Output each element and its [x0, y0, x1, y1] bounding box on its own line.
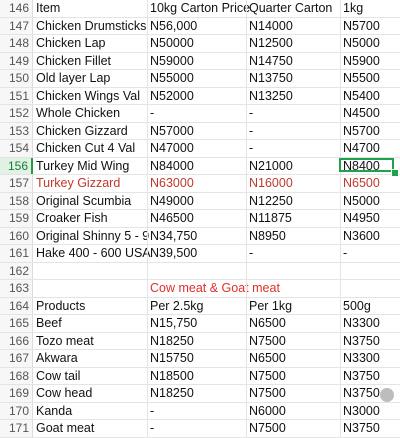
cell-price-c-selected[interactable]: N8400: [340, 158, 400, 175]
cell-item[interactable]: Products: [36, 298, 86, 313]
cell-price-c[interactable]: -: [340, 245, 400, 262]
cell-price-a[interactable]: N15750: [147, 350, 248, 367]
selection-box[interactable]: [339, 158, 394, 172]
cell-item[interactable]: Cow head: [36, 386, 93, 400]
table-row: [0, 228, 400, 246]
row-number[interactable]: 163: [0, 280, 33, 297]
cell-price-b[interactable]: N13750: [246, 70, 342, 87]
cell-item[interactable]: Turkey Mid Wing: [36, 158, 130, 173]
cell-item[interactable]: Whole Chicken: [36, 106, 121, 120]
cell-item[interactable]: Akwara: [36, 351, 78, 365]
cell-price-c[interactable]: [340, 280, 400, 297]
table-row: [0, 315, 400, 333]
table-row: [0, 333, 400, 351]
cell-item[interactable]: Item: [36, 1, 61, 15]
cell-price-b[interactable]: N14750: [246, 53, 342, 70]
cell-price-b[interactable]: N12250: [246, 193, 342, 210]
cell-item[interactable]: Old layer Lap: [36, 71, 111, 85]
table-row: [0, 280, 400, 298]
cell-price-b[interactable]: N7500: [246, 385, 342, 402]
table-row: [0, 123, 400, 141]
cell-price-c[interactable]: N5500: [340, 70, 400, 87]
cell-price-b[interactable]: N12500: [246, 35, 342, 52]
cell-price-a[interactable]: 10kg Carton Price: [147, 0, 248, 17]
cell-price-a[interactable]: N49000: [147, 193, 248, 210]
cell-price-c[interactable]: N5000: [340, 35, 400, 52]
row-number[interactable]: 165: [0, 315, 33, 332]
cell-price-b[interactable]: N21000: [246, 158, 342, 175]
cell-price-a[interactable]: -: [147, 105, 248, 122]
cell-item[interactable]: Turkey Gizzard: [36, 176, 121, 190]
row-number[interactable]: 154: [0, 140, 33, 157]
cell-item[interactable]: Chicken Lap: [36, 36, 106, 50]
row-number[interactable]: 153: [0, 123, 33, 140]
cell-price-b[interactable]: N14000: [246, 18, 342, 35]
cell-price-a[interactable]: N34,750: [147, 228, 248, 245]
table-row: [0, 53, 400, 71]
cell-item[interactable]: Original Scumbia: [36, 193, 132, 208]
row-number[interactable]: 149: [0, 53, 33, 70]
cell-price-b[interactable]: N11875: [246, 210, 342, 227]
row-number[interactable]: 146: [0, 0, 33, 17]
cell-price-b[interactable]: N16000: [246, 175, 342, 192]
row-number[interactable]: 159: [0, 210, 33, 227]
cell-price-a[interactable]: N39,500: [147, 245, 248, 262]
row-number[interactable]: 151: [0, 88, 33, 105]
cell-price-c[interactable]: N3000: [340, 403, 400, 420]
cell-price-c[interactable]: N4700: [340, 140, 400, 157]
table-row: [0, 18, 400, 36]
row-number[interactable]: 158: [0, 193, 33, 210]
cell-price-b[interactable]: N7500: [246, 333, 342, 350]
row-number[interactable]: 171: [0, 420, 33, 437]
cell-price-b[interactable]: [246, 280, 342, 297]
table-row: [0, 105, 400, 123]
cell-price-c[interactable]: N3300: [340, 315, 400, 332]
table-row: [0, 350, 400, 368]
cell-item[interactable]: Goat meat: [36, 421, 95, 435]
cell-price-b[interactable]: Quarter Carton: [246, 0, 342, 17]
row-number[interactable]: 166: [0, 333, 33, 350]
cell-item[interactable]: Chicken Fillet: [36, 53, 112, 68]
cell-price-a[interactable]: N84000: [147, 158, 248, 175]
cell-price-c[interactable]: N3750: [340, 385, 400, 402]
cell-price-b[interactable]: N6000: [246, 403, 342, 420]
cell-price-a[interactable]: Per 2.5kg: [147, 298, 248, 315]
cell-price-a[interactable]: N18500: [147, 368, 248, 385]
row-number[interactable]: 167: [0, 350, 33, 367]
cell-price-a[interactable]: -: [147, 420, 248, 437]
cell-price-b[interactable]: N7500: [246, 368, 342, 385]
cell-item[interactable]: Cow tail: [36, 368, 81, 383]
cell-price-a[interactable]: N18250: [147, 333, 248, 350]
cell-price-b[interactable]: N6500: [246, 315, 342, 332]
row-number[interactable]: 168: [0, 368, 33, 385]
cell-price-b[interactable]: -: [246, 123, 342, 140]
cell-price-b[interactable]: Per 1kg: [246, 298, 342, 315]
table-row: [0, 403, 400, 421]
cell-price-a[interactable]: [147, 263, 248, 280]
row-number[interactable]: 164: [0, 298, 33, 315]
cell-price-a[interactable]: N55000: [147, 70, 248, 87]
table-row: [0, 88, 400, 106]
cell-price-b[interactable]: -: [246, 140, 342, 157]
row-number[interactable]: 160: [0, 228, 33, 245]
cell-price-a[interactable]: N63000: [147, 175, 248, 192]
cell-price-a[interactable]: N59000: [147, 53, 248, 70]
cell-price-a[interactable]: N56,000: [147, 18, 248, 35]
row-number[interactable]: 162: [0, 263, 33, 280]
cell-price-b[interactable]: N7500: [246, 420, 342, 437]
cell-item[interactable]: Chicken Wings Val: [36, 88, 140, 103]
row-number[interactable]: 150: [0, 70, 33, 87]
row-number[interactable]: 157: [0, 175, 33, 192]
cell-price-c[interactable]: N3750: [340, 420, 400, 437]
cell-item[interactable]: [36, 263, 144, 280]
cell-price-b[interactable]: N6500: [246, 350, 342, 367]
row-number[interactable]: 147: [0, 18, 33, 35]
table-row: [0, 420, 400, 438]
cell-price-c[interactable]: N3600: [340, 228, 400, 245]
row-number[interactable]: 161: [0, 245, 33, 262]
cell-price-b[interactable]: -: [246, 105, 342, 122]
cell-item[interactable]: Beef: [36, 316, 62, 330]
table-row: [0, 263, 400, 281]
row-number-selected[interactable]: 156: [0, 158, 33, 175]
cell-price-c[interactable]: N5400: [340, 88, 400, 105]
cell-item[interactable]: Hake 400 - 600 USA: [36, 246, 151, 260]
table-row: [0, 210, 400, 228]
cell-price-a[interactable]: N47000: [147, 140, 248, 157]
table-row: [0, 70, 400, 88]
cell-price-c[interactable]: N5700: [340, 123, 400, 140]
cell-price-c[interactable]: 500g: [340, 298, 400, 315]
cell-price-b[interactable]: N13250: [246, 88, 342, 105]
table-row: [0, 368, 400, 386]
cell-price-c[interactable]: N3750: [340, 333, 400, 350]
cell-price-a[interactable]: -: [147, 403, 248, 420]
cell-price-a[interactable]: N18250: [147, 385, 248, 402]
table-row-selected: [0, 158, 400, 176]
row-number[interactable]: 170: [0, 403, 33, 420]
cell-price-c[interactable]: N4950: [340, 210, 400, 227]
cell-price-c[interactable]: N6500: [340, 175, 400, 192]
cell-item[interactable]: Original Shinny 5 - 9: [36, 228, 150, 243]
cell-price-b[interactable]: [246, 263, 342, 280]
cell-price-c[interactable]: N4500: [340, 105, 400, 122]
cell-price-c[interactable]: 1kg: [340, 0, 400, 17]
cell-item[interactable]: Chicken Gizzard: [36, 123, 128, 138]
cell-item[interactable]: Chicken Drumsticks: [36, 18, 147, 33]
cell-price-c[interactable]: [340, 263, 400, 280]
cell-item[interactable]: Kanda: [36, 403, 73, 418]
table-row: [0, 175, 400, 193]
cell-price-a[interactable]: N50000: [147, 35, 248, 52]
cell-price-c[interactable]: N5000: [340, 193, 400, 210]
cell-price-c[interactable]: N3300: [340, 350, 400, 367]
cell-price-a[interactable]: N46500: [147, 210, 248, 227]
cell-price-c[interactable]: N5900: [340, 53, 400, 70]
row-number[interactable]: 169: [0, 385, 33, 402]
row-number[interactable]: 148: [0, 35, 33, 52]
table-row: [0, 35, 400, 53]
row-number[interactable]: 152: [0, 105, 33, 122]
table-row: [0, 193, 400, 211]
table-row: [0, 298, 400, 316]
table-row: [0, 245, 400, 263]
cell-price-a[interactable]: N57000: [147, 123, 248, 140]
cell-item[interactable]: Chicken Cut 4 Val: [36, 141, 136, 155]
cell-price-a[interactable]: N15,750: [147, 315, 248, 332]
cell-price-c[interactable]: N5700: [340, 18, 400, 35]
cell-price-b[interactable]: N8950: [246, 228, 342, 245]
cell-item[interactable]: [36, 280, 144, 297]
cell-item[interactable]: Tozo meat: [36, 333, 94, 348]
cell-price-a[interactable]: N52000: [147, 88, 248, 105]
table-row: [0, 0, 400, 18]
cell-price-b[interactable]: -: [246, 245, 342, 262]
table-row: [0, 140, 400, 158]
cell-item[interactable]: Croaker Fish: [36, 211, 108, 225]
section-title[interactable]: Cow meat & Goat meat: [147, 280, 248, 297]
cell-price-c[interactable]: N3750: [340, 368, 400, 385]
